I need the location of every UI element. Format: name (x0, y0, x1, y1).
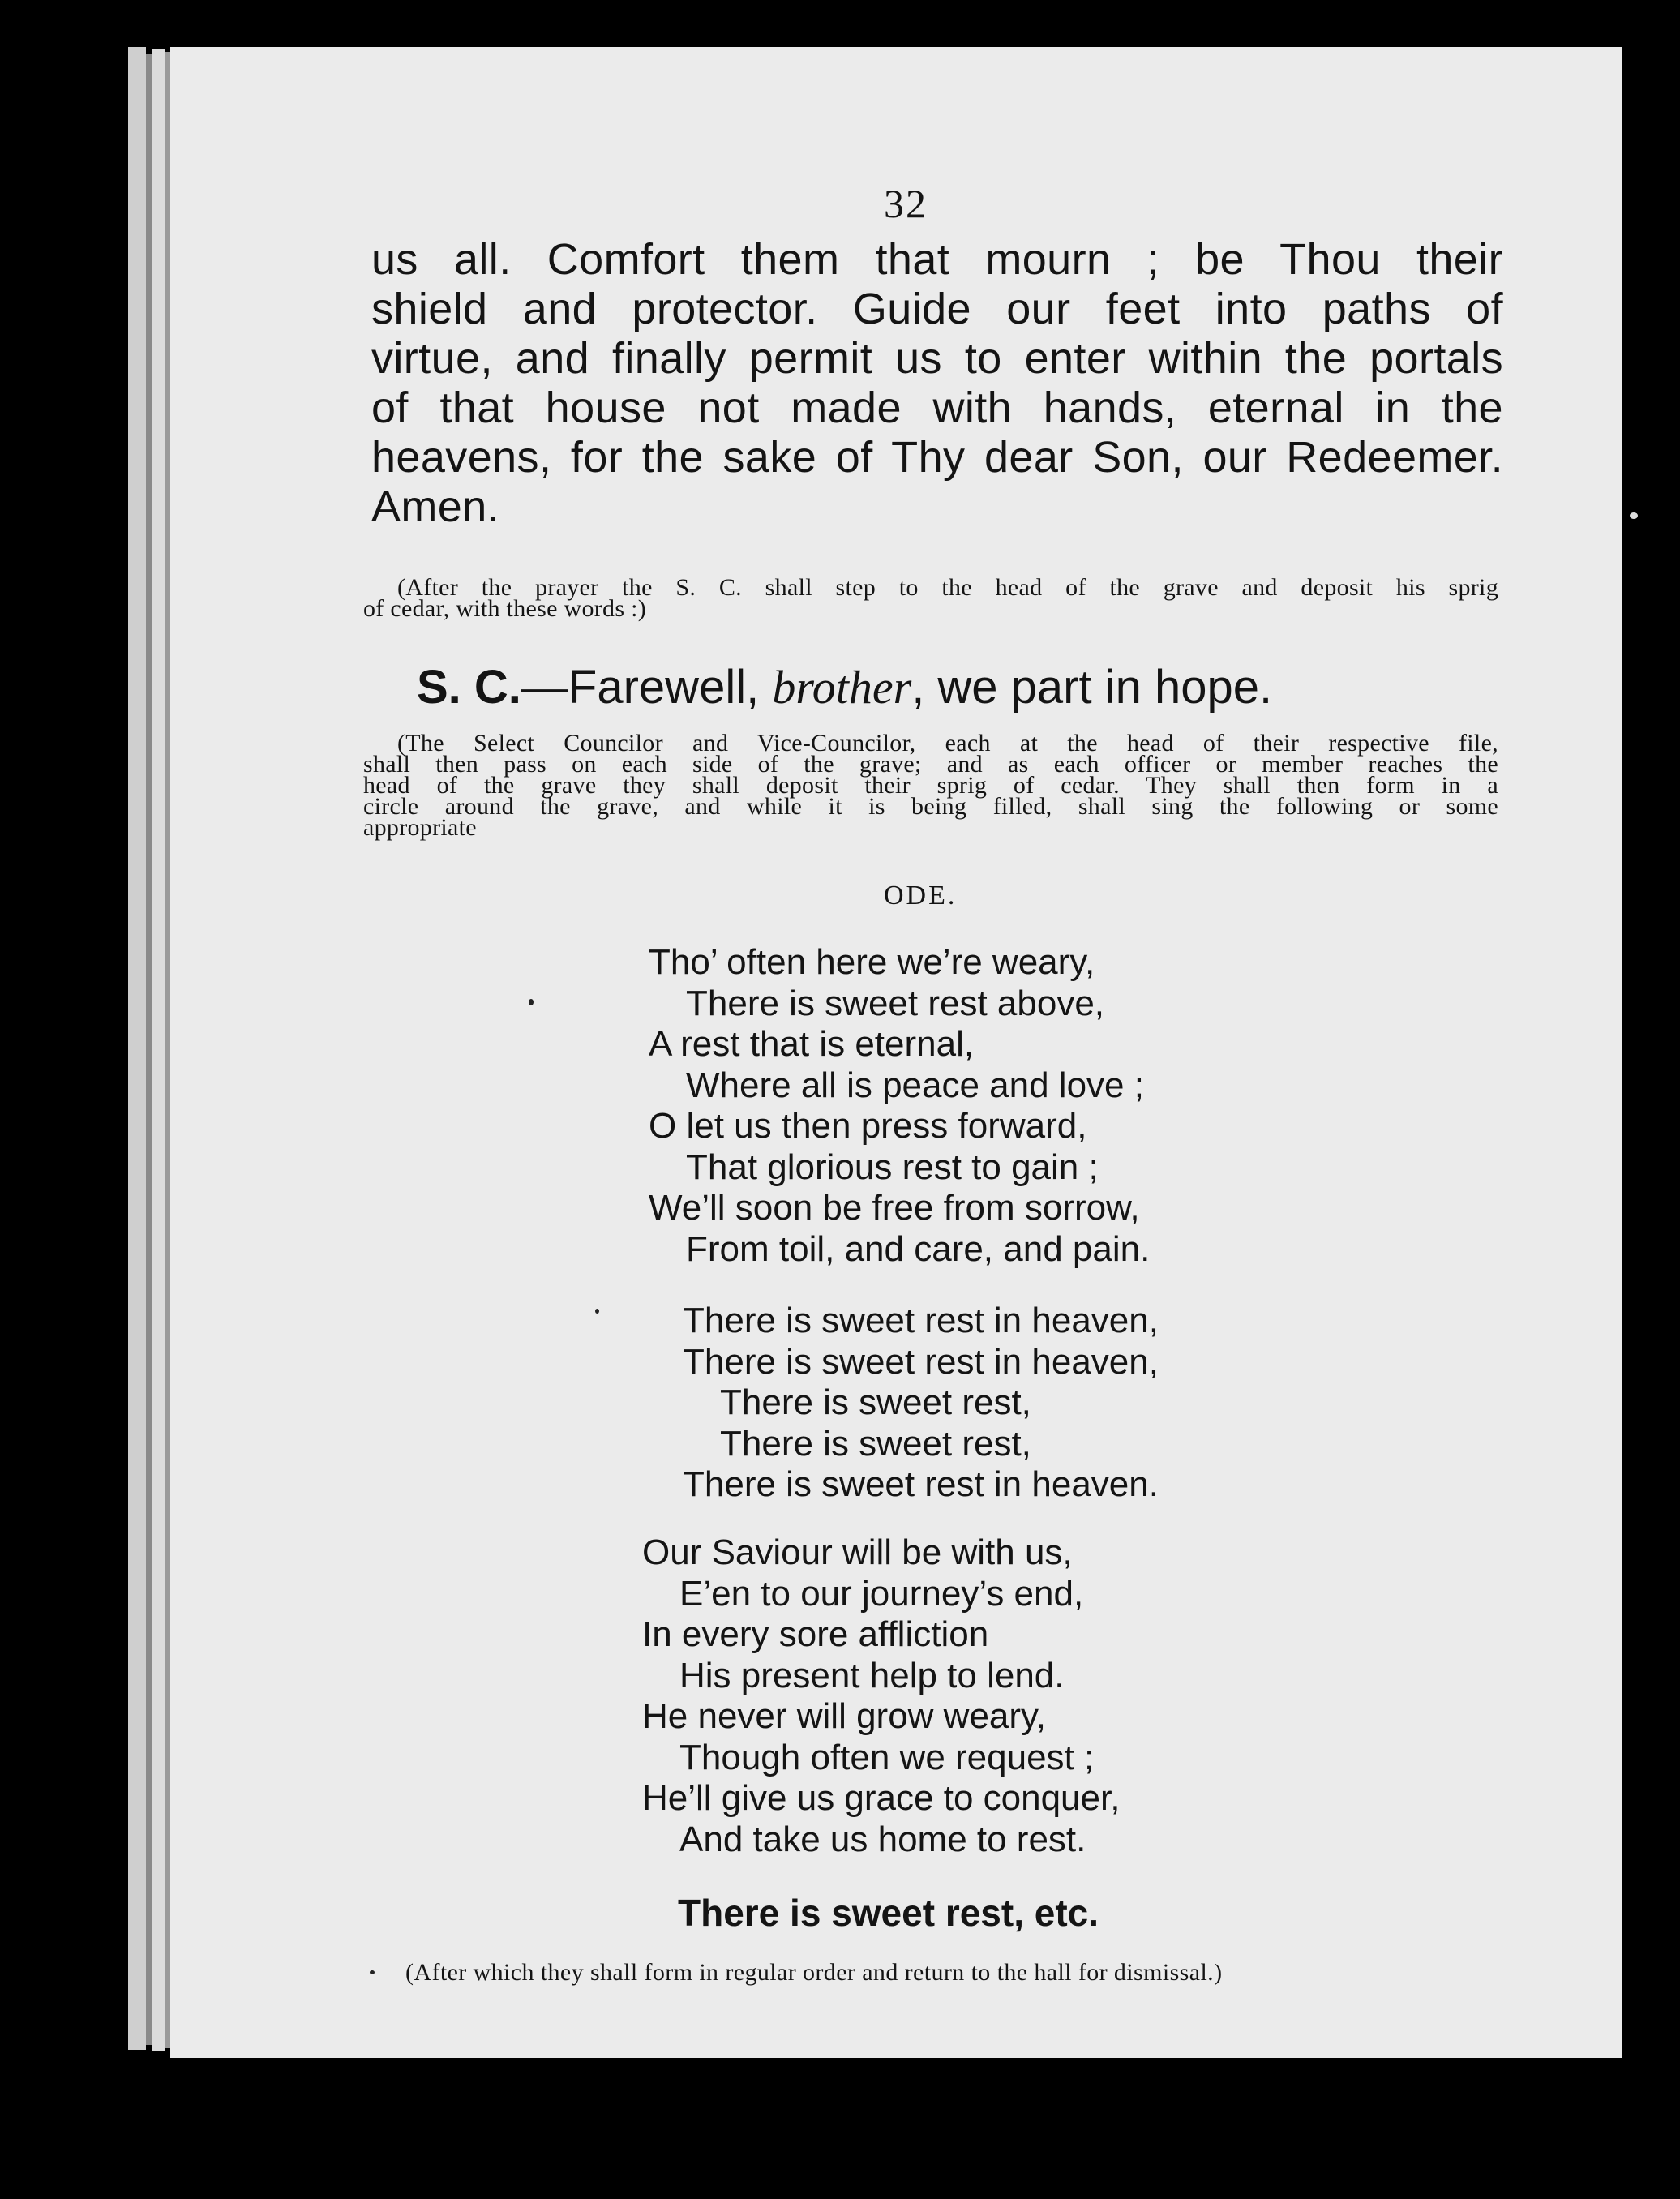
stage-direction-line: head of the grave they shall deposit their sprig of cedar. They shall then form in a (363, 772, 1498, 799)
verse-line: His present help to lend. (679, 1655, 1065, 1695)
chorus-reference: There is sweet rest, etc. (678, 1892, 1099, 1934)
chorus-line: There is sweet rest in heaven. (683, 1464, 1159, 1504)
verse-line: From toil, and care, and pain. (686, 1228, 1151, 1269)
verse-line: That glorious rest to gain ; (686, 1147, 1099, 1187)
ink-speck (595, 1309, 599, 1314)
verse-line: Though often we request ; (679, 1737, 1095, 1777)
page-edge (152, 49, 165, 2051)
page-edge (146, 54, 152, 2045)
chorus-line: There is sweet rest in heaven, (683, 1301, 1159, 1340)
stage-direction-line: (The Select Councilor and Vice-Councilor, each at the head of their respective file, (397, 730, 1498, 757)
prayer-line: virtue, and finally permit us to enter within the portals (371, 334, 1503, 383)
stage-direction (363, 574, 1498, 622)
speaker-line (417, 662, 1272, 714)
verse-line: O let us then press forward, (649, 1106, 1087, 1146)
chorus-line: There is sweet rest, (720, 1423, 1031, 1464)
verse-line: There is sweet rest above, (686, 983, 1105, 1023)
verse-stanza (649, 942, 1150, 1270)
closing-direction: (After which they shall form in regular order and return to the hall for dismissal.) (405, 1959, 1223, 1986)
speaker-text-start: —Farewell, (521, 661, 773, 714)
verse-line: He’ll give us grace to conquer, (642, 1778, 1121, 1818)
speaker-name: S. C. (417, 661, 521, 714)
chorus-line: There is sweet rest in heaven, (683, 1341, 1159, 1382)
stage-direction (363, 730, 1498, 841)
prayer-paragraph (371, 235, 1503, 532)
ink-speck (370, 1970, 375, 1974)
verse-stanza (642, 1532, 1120, 1860)
verse-line: And take us home to rest. (679, 1819, 1086, 1859)
verse-line: E’en to our journey’s end, (679, 1573, 1084, 1614)
speaker-text-end: , we part in hope. (911, 661, 1273, 714)
stage-direction-line: shall then pass on each side of the grave; and as each officer or member reaches the (363, 751, 1498, 778)
verse-line: Where all is peace and love ; (686, 1065, 1144, 1105)
page-number: 32 (884, 181, 928, 226)
stage-direction-line: (After the prayer the S. C. shall step to the head of the grave and deposit his sprig (397, 574, 1498, 601)
prayer-line: heavens, for the sake of Thy dear Son, our Redeemer. (371, 433, 1503, 482)
prayer-line: of that house not made with hands, eternal in the (371, 384, 1503, 432)
ink-speck (529, 999, 534, 1005)
page-edge (128, 47, 146, 2050)
verse-line: Our Saviour will be with us, (642, 1532, 1073, 1572)
verse-line: A rest that is eternal, (649, 1024, 975, 1064)
stage-direction-line: appropriate (363, 814, 477, 841)
prayer-line: us all. Comfort them that mourn ; be Thou their (371, 235, 1503, 284)
ink-speck (1630, 512, 1638, 519)
verse-line: He never will grow weary, (642, 1696, 1047, 1736)
verse-line: Tho’ often here we’re weary, (649, 942, 1095, 982)
verse-line: In every sore affliction (642, 1614, 989, 1654)
prayer-line: Amen. (371, 482, 500, 531)
chorus-stanza (683, 1301, 1159, 1506)
prayer-line: shield and protector. Guide our feet into paths of (371, 285, 1503, 333)
stage-direction-line: of cedar, with these words :) (363, 595, 647, 622)
ode-title: ODE. (884, 881, 958, 911)
stage-direction-line: circle around the grave, and while it is being filled, shall sing the following or some (363, 793, 1498, 820)
verse-line: We’ll soon be free from sorrow, (649, 1188, 1140, 1228)
chorus-line: There is sweet rest, (720, 1382, 1031, 1422)
speaker-text-italic: brother (772, 661, 912, 714)
